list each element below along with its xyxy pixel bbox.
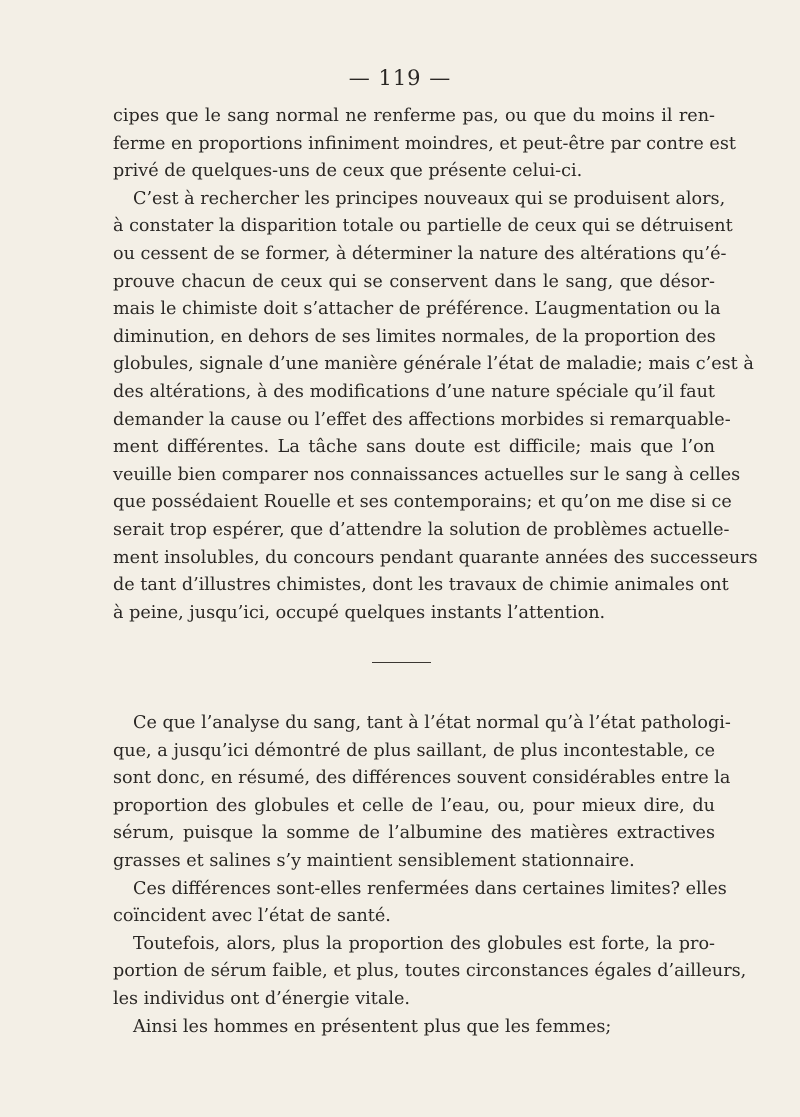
text-line: demander la cause ou l’effet des affections morbides si remarquable- [113,409,731,430]
section-divider [372,662,431,663]
text-line: C’est à rechercher les principes nouveaux qui se produisent alors, [133,188,726,209]
text-line: prouve chacun de ceux qui se conservent dans le sang, que désor- [113,271,715,292]
text-line: Ces différences sont-elles renfermées dans certaines limites? elles [133,878,727,899]
text-line: coïncident avec l’état de santé. [113,906,391,927]
text-line: portion de sérum faible, et plus, toutes circonstances égales d’ailleurs, [113,961,747,982]
text-line: ment différentes. La tâche sans doute est difficile; mais que l’on [113,437,715,458]
text-line: diminution, en dehors de ses limites normales, de la proportion des [113,326,716,347]
text-line: cipes que le sang normal ne renferme pas, ou que du moins il ren- [113,106,715,126]
text-line: proportion des globules et celle de l’eau, ou, pour mieux dire, du [113,795,715,816]
text-line: que possédaient Rouelle et ses contemporains; et qu’on me dise si ce [113,492,732,513]
text-line: des altérations, à des modifications d’une nature spéciale qu’il faut [113,381,715,402]
text-line: que, a jusqu’ici démontré de plus saillant, de plus incontestable, ce [113,740,715,761]
text-line: veuille bien comparer nos connaissances actuelles sur le sang à celles [113,464,741,485]
text-line: les individus ont d’énergie vitale. [113,988,410,1009]
text-line: grasses et salines s’y maintient sensiblement stationnaire. [113,850,635,871]
text-line: serait trop espérer, que d’attendre la solution de problèmes actuelle- [113,519,730,540]
text-line: ou cessent de se former, à déterminer la nature des altérations qu’é- [113,243,727,264]
text-line: Toutefois, alors, plus la proportion des globules est forte, la pro- [133,933,715,954]
text-line: ment insolubles, du concours pendant quarante années des successeurs [113,547,758,568]
text-line: de tant d’illustres chimistes, dont les travaux de chimie animales ont [113,575,729,596]
text-line: à peine, jusqu’ici, occupé quelques instants l’attention. [113,602,606,623]
text-line: à constater la disparition totale ou partielle de ceux qui se détruisent [113,216,733,237]
text-line: Ainsi les hommes en présentent plus que les femmes; [133,1016,612,1037]
text-line: globules, signale d’une manière générale l’état de maladie; mais c’est à [113,354,754,375]
text-section-2 [113,710,747,1041]
text-line: sont donc, en résumé, des différences souvent considérables entre la [113,768,731,789]
text-section-1 [113,103,758,627]
text-line: mais le chimiste doit s’attacher de préférence. L’augmentation ou la [113,299,721,320]
page-number: — 119 — [348,66,452,90]
text-line: ferme en proportions infiniment moindres, et peut-être par contre est [113,133,736,154]
text-line: sérum, puisque la somme de l’albumine des matières extractives [113,823,715,844]
text-line: privé de quelques-uns de ceux que présente celui-ci. [113,161,583,182]
text-line: Ce que l’analyse du sang, tant à l’état normal qu’à l’état pathologi- [133,713,731,733]
